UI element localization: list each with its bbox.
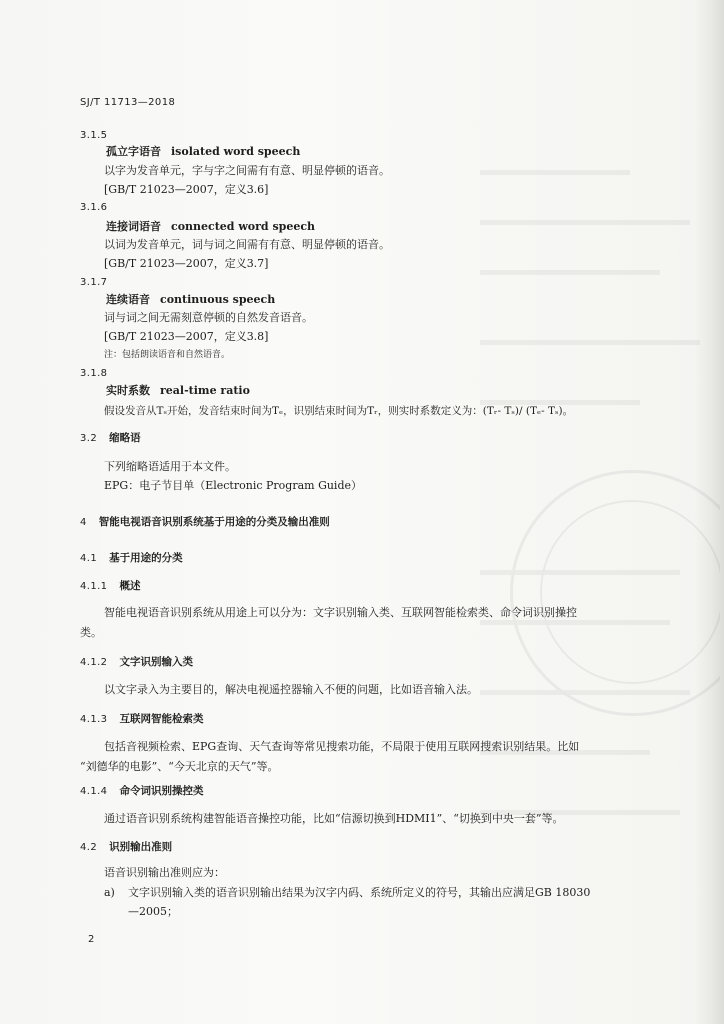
section-number: 3.2 [80, 433, 98, 444]
subsection-heading [80, 655, 193, 670]
term-number: 3.1.6 [80, 202, 108, 213]
paragraph: “刘德华的电影”、“今天北京的天气”等。 [80, 760, 279, 773]
section-title: 缩略语 [109, 432, 141, 444]
page-edge-shadow [694, 0, 724, 1024]
term-zh: 孤立字语音 [106, 145, 161, 158]
term-definition: 假设发音从Tₛ开始，发音结束时间为Tₑ，识别结束时间为Tᵣ，则实时系数定义为：(Tᵣ- Tₛ)/ (Tₑ- Tₛ)。 [104, 405, 574, 417]
list-item-text: 文字识别输入类的语音识别输出结果为汉字内码、系统所定义的符号，其输出应满足GB 18030 [128, 886, 591, 899]
subsection-title: 文字识别输入类 [119, 656, 193, 668]
term-zh: 连接词语音 [106, 220, 161, 233]
section-title: 识别输出准则 [109, 841, 173, 853]
list-item-text: —2005； [128, 905, 178, 918]
subsection-title: 互联网智能检索类 [119, 713, 204, 725]
section-number: 4.2 [80, 842, 98, 853]
subsection-number: 4.1.1 [80, 581, 108, 592]
page-number: 2 [88, 934, 95, 945]
subsection-number: 4.1.3 [80, 714, 108, 725]
standard-number-header: SJ/T 11713—2018 [80, 97, 176, 108]
term-number: 3.1.7 [80, 277, 108, 288]
chapter-heading [80, 515, 330, 530]
term-reference: [GB/T 21023—2007，定义3.6] [104, 183, 269, 196]
term-en: isolated word speech [171, 145, 301, 158]
paragraph: 语音识别输出准则应为： [104, 866, 225, 879]
chapter-number: 4 [80, 517, 87, 528]
section-title: 基于用途的分类 [109, 552, 183, 564]
term-definition: 以字为发音单元，字与字之间需有有意、明显停顿的语音。 [104, 164, 390, 177]
subsection-heading [80, 579, 140, 594]
bleed-through-texture [470, 150, 720, 870]
term-en: real-time ratio [160, 384, 250, 397]
term-zh: 实时系数 [106, 384, 150, 397]
term-note: 注：包括朗读语音和自然语音。 [104, 350, 231, 360]
subsection-heading [80, 712, 203, 727]
paragraph: 类。 [80, 626, 102, 639]
section-number: 4.1 [80, 553, 98, 564]
paragraph: 智能电视语音识别系统从用途上可以分为：文字识别输入类、互联网智能检索类、命令词识别操控 [104, 606, 577, 619]
subsection-title: 概述 [119, 580, 141, 592]
term-number: 3.1.5 [80, 130, 108, 141]
subsection-title: 命令词识别操控类 [119, 785, 204, 797]
subsection-number: 4.1.2 [80, 657, 108, 668]
term-en: connected word speech [171, 220, 316, 233]
term-title [106, 384, 250, 398]
abbr-item: EPG：电子节目单（Electronic Program Guide） [104, 479, 363, 492]
term-title [106, 220, 315, 234]
chapter-title: 智能电视语音识别系统基于用途的分类及输出准则 [98, 516, 330, 528]
term-reference: [GB/T 21023—2007，定义3.7] [104, 257, 269, 270]
subsection-heading [80, 784, 203, 799]
section-heading [80, 551, 183, 566]
term-title [106, 145, 300, 159]
paragraph: 以文字录入为主要目的，解决电视遥控器输入不便的问题，比如语音输入法。 [104, 683, 478, 696]
list-item-label: a) [104, 886, 115, 899]
subsection-number: 4.1.4 [80, 786, 108, 797]
paragraph: 通过语音识别系统构建智能语音操控功能，比如“信源切换到HDMI1”、“切换到中央一套”等。 [104, 812, 564, 825]
term-zh: 连续语音 [106, 293, 150, 306]
section-heading [80, 431, 141, 446]
section-heading [80, 840, 172, 855]
term-en: continuous speech [160, 293, 276, 306]
abbr-intro: 下列缩略语适用于本文件。 [104, 460, 236, 473]
term-reference: [GB/T 21023—2007，定义3.8] [104, 330, 269, 343]
paragraph: 包括音视频检索、EPG查询、天气查询等常见搜索功能，不局限于使用互联网搜索识别结果。比如 [104, 740, 580, 753]
term-number: 3.1.8 [80, 368, 108, 379]
term-definition: 词与词之间无需刻意停顿的自然发音语音。 [104, 311, 313, 324]
term-definition: 以词为发音单元，词与词之间需有有意、明显停顿的语音。 [104, 238, 390, 251]
term-title [106, 293, 275, 307]
